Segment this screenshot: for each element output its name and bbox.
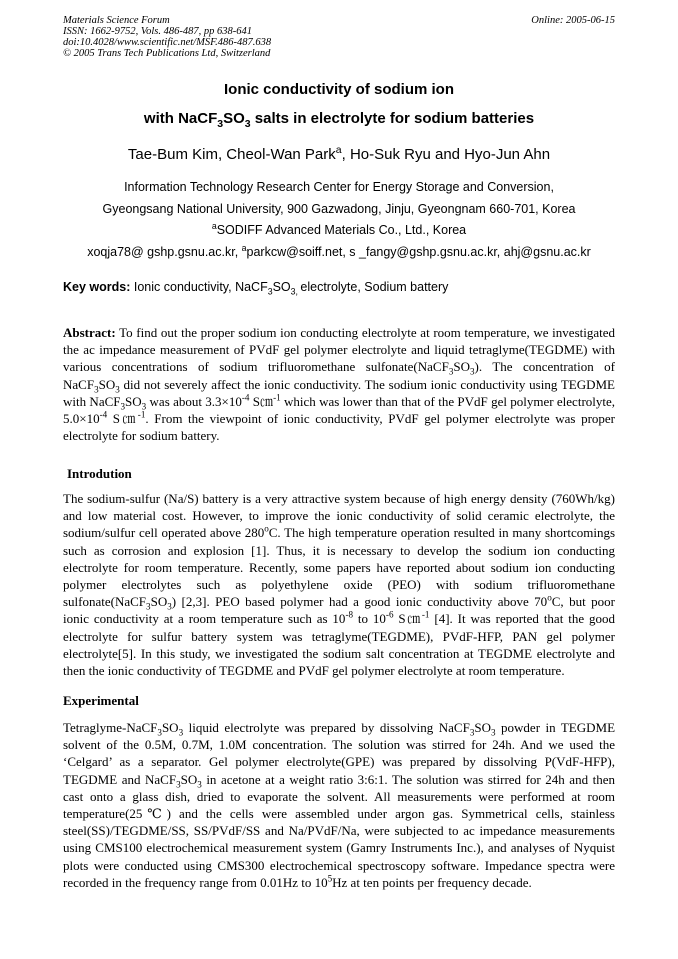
copyright-line: © 2005 Trans Tech Publications Ltd, Switzerland (63, 48, 271, 59)
introduction-paragraph: The sodium-sulfur (Na/S) battery is a very attractive system because of high energy density (760Wh/kg) and low material cost. However, to improve the ionic conductivity of solid ceramic electrolyte, the sodium/sulfur cell operated above 280$^o$C. The high temperature operation resulted in many shortcomings such as corrosion and explosion [1]. Thus, it is necessary to develop the sodium ion conducting electrolyte for room temperature. Recently, some papers have reported about sodium ion conducting polymer electrolytes such as polyethylene oxide (PEO) with sodium trifluoromethane $sulfonate(NaCF_3SO_3)$ [2,3]. PEO based polymer had a good ionic conductivity above 70$^o$C, but poor ionic conductivity at a room temperature such as $10^{-8}$ to $10^{-6}$ S㎝$^{-1}$ [4]. It was reported that the good electrolyte for sulfur battery system was tetraglyme(TEGDME), PVdF-HFP, PAN gel polymer electrolyte[5]. In this study, we investigated the sodium salt concentration at TEGDME electrolyte and then the ionic conductivity of TEGDME and PVdF gel polymer electrolyte at room temperature. (63, 491, 616, 679)
journal-header (63, 15, 271, 59)
abstract-paragraph: Abstract: To find out the proper sodium ion conducting electrolyte at room temperature, we investigated the ac impedance measurement of PVdF gel polymer electrolyte and liquid tetraglyme(TEGDME) with various concentrations of sodium trifluoromethane $sulfonate(NaCF_3SO_3)$. The concentration of $NaCF_3SO_3$ did not severely affect the ionic conductivity. The sodium ionic conductivity using TEGDME with $NaCF_3SO_3$ was about $3.3\times 10^{-4}$ S㎝$^{-1}$ which was lower than that of the PVdF gel polymer electrolyte, $5.0\times 10^{-4}$ S㎝$^{-1}$. From the viewpoint of ionic conductivity, PVdF gel polymer electrolyte was proper electrolyte for sodium battery. (63, 325, 616, 444)
keywords: Key words: Ionic conductivity, $NaCF_3SO_{3,}$ electrolyte, Sodium battery (63, 280, 449, 297)
issn-line: ISSN: 1662-9752, Vols. 486-487, pp 638-641 (63, 26, 252, 37)
online-date: Online: 2005-06-15 (531, 15, 615, 26)
paper-title-line1: Ionic conductivity of sodium ion (223, 81, 454, 98)
author-list: Tae-Bum Kim, Cheol-Wan Park$^a$, Ho-Suk Ryu and Hyo-Jun Ahn (127, 144, 551, 163)
affiliation-line1: Information Technology Research Center for Energy Storage and Conversion, (124, 180, 554, 194)
affiliation-line2: Gyeongsang National University, 900 Gazwadong, Jinju, Gyeongnam 660-701, Korea (102, 202, 576, 216)
introduction-heading: Introdution (67, 466, 132, 481)
doi-line: doi:10.4028/www.scientific.net/MSF.486-487.638 (63, 37, 272, 48)
journal-name: Materials Science Forum (63, 15, 170, 26)
paper-title-line2: with $NaCF_3SO_3$ salts in electrolyte for sodium batteries (143, 110, 535, 130)
email-addresses: xoqja78@ gshp.gsnu.ac.kr, $^a$parkcw@soiff.net, s _fangy@gshp.gsnu.ac.kr, ahj@gsnu.ac.kr (87, 242, 591, 259)
experimental-paragraph: Tetraglyme-$NaCF_3SO_3$ liquid electrolyte was prepared by dissolving $NaCF_3SO_3$ powder in TEGDME solvent of the 0.5M, 0.7M, 1.0M concentration. The solution was stirred for 24h. And we used the ‘Celgard’ as a separator. Gel polymer electrolyte(GPE) was prepared by dissolving P(VdF-HFP), TEGDME and $NaCF_3SO_3$ in acetone at a weight ratio 3:6:1. The solution was stirred for 24h and then cast onto a glass dish, dried to evaporate the solvent. All measurements were performed at room temperature(25℃) and the cells were assembled under argon gas. Symmetrical cells, stainless steel(SS)/TEGDME/SS, SS/PVdF/SS and Na/PVdF/Na, were subjected to ac impedance measurements using CMS100 electrochemical measurement system (Gamry Instruments Inc.), and analyses of Nyquist plots were conducted using CMS300 electrochemical spectroscopy software. Impedance spectra were recorded in the frequency range from 0.01Hz to $10^5Hz$ at ten points per frequency decade. (63, 720, 616, 890)
affiliation-line3: $^a$SODIFF Advanced Materials Co., Ltd., Korea (211, 220, 467, 237)
experimental-heading: Experimental (63, 693, 139, 708)
